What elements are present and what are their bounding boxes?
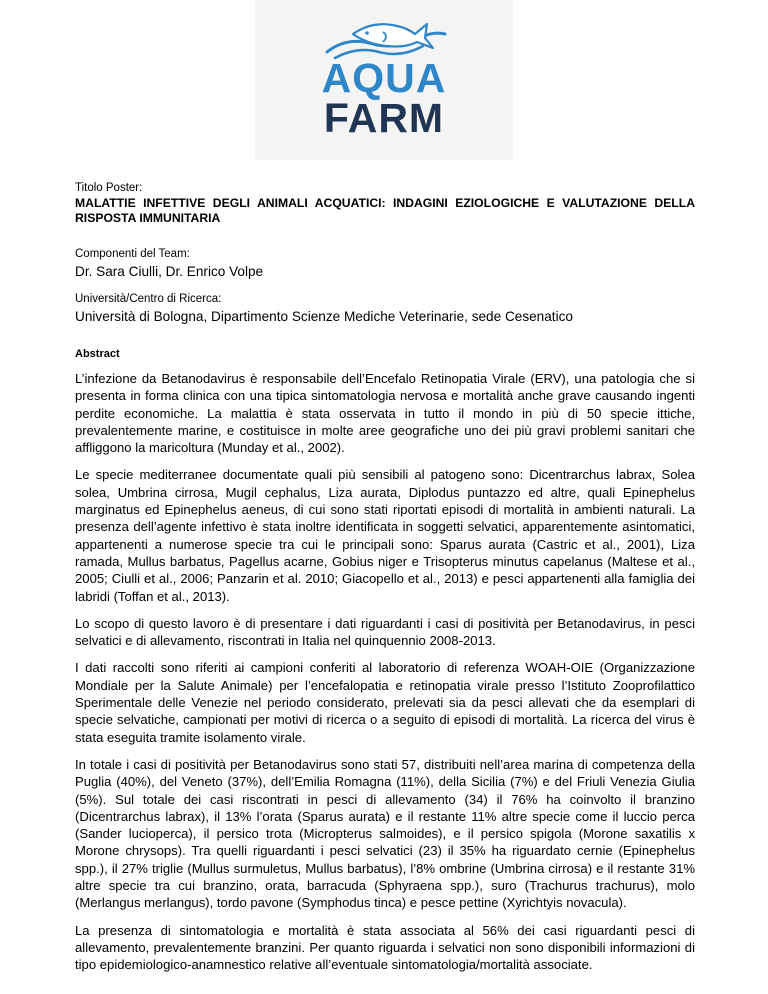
poster-abstract-document (75, 181, 695, 984)
abstract-heading: Abstract (75, 348, 120, 360)
fish-logo-icon (255, 0, 513, 160)
poster-title: MALATTIE INFETTIVE DEGLI ANIMALI ACQUATICI: INDAGINI EZIOLOGICHE E VALUTAZIONE DELLA RISPOSTA IMMUNITARIA (75, 196, 695, 225)
poster-title-label: Titolo Poster: (75, 182, 143, 194)
university-label: Università/Centro di Ricerca: (75, 293, 222, 305)
abstract-paragraph-1: L’infezione da Betanodavirus è responsabile dell’Encefalo Retinopatia Virale (ERV), una patologia che si presenta in forma clinica con una tipica sintomatologia nervosa e mortalità anche grave causando ingenti perdite economiche. La malattia è stata osservata in tutto il mondo in più di 50 specie ittiche, prevalentemente marine, e costituisce in molte aree geografiche uno dei più gravi problemi sanitari che affliggono la maricoltura (Munday et al., 2002). (75, 371, 695, 456)
aquafarm-logo (255, 0, 513, 160)
abstract-paragraph-3: Lo scopo di questo lavoro è di presentare i dati riguardanti i casi di positività per Betanodavirus, in pesci selvatici e di allevamento, riscontrati in Italia nel quinquennio 2008-2013. (75, 615, 695, 649)
abstract-paragraph-6: La presenza di sintomatologia e mortalità è stata associata al 56% dei casi riguardanti pesci di allevamento, prevalentemente branzini. Per quanto riguarda i selvatici non sono disponibili informazioni di tipo epidemiologico-anamnestico relative all’eventuale sintomatologia/mortalità associate. (75, 922, 695, 973)
team-label: Componenti del Team: (75, 248, 190, 260)
abstract-paragraph-4: I dati raccolti sono riferiti ai campioni conferiti al laboratorio di referenza WOAH-OIE (Organizzazione Mondiale per la Salute Animale) per l’encefalopatia e retinopatia virale presso l’Istituto Zooprofilattico Sperimentale delle Venezie nel periodo considerato, prelevati sia da pesci allevati che da esemplari di specie selvatiche, campionati per motivi di ricerca o a seguito di episodi di mortalità. La ricerca del virus è stata eseguita tramite isolamento virale. (75, 660, 695, 745)
abstract-paragraph-2: Le specie mediterranee documentate quali più sensibili al patogeno sono: Dicentrarchus labrax, Solea solea, Umbrina cirrosa, Mugil cephalus, Liza aurata, Diplodus puntazzo ed altre, quali Epinephelus marginatus ed Epinephelus aeneus, di cui sono stati riportati episodi di mortalità in ambienti naturali. La presenza dell’agente infettivo è stata inoltre identificata in soggetti selvatici, apparentemente asintomatici, appartenenti a numerose specie tra cui le principali sono: Sparus aurata (Castric et al., 2001), Liza ramada, Mullus barbatus, Pagellus acarne, Gobius niger e Trisopterus minutus capelanus (Maltese et al., 2005; Ciulli et al., 2006; Panzarin et al. 2010; Giacopello et al., 2013) e pesci appartenenti alla famiglia dei labridi (Toffan et al., 2013). (75, 467, 695, 604)
logo-text-farm: FARM (323, 95, 445, 141)
team-members: Dr. Sara Ciulli, Dr. Enrico Volpe (75, 264, 264, 279)
abstract-paragraph-5: In totale i casi di positività per Betanodavirus sono stati 57, distribuiti nell’area marina di competenza della Puglia (40%), del Veneto (37%), dell’Emilia Romagna (11%), della Sicilia (7%) e del Friuli Venezia Giulia (5%). Sul totale dei casi riscontrati in pesci di allevamento (34) il 76% ha coinvolto il branzino (Dicentrarchus labrax), il 13% l’orata (Sparus aurata) e il restante 11% altre specie come il luccio perca (Sander lucioperca), il persico trota (Micropterus salmoides), e il persico spigola (Morone saxatilis x Morone chrysops). Tra quelli riguardanti i pesci selvatici (23) il 35% ha riguardato cernie (Epinephelus spp.), il 27% triglie (Mullus surmuletus, Mullus barbatus), l’8% ombrine (Umbrina cirrosa) e il restante 31% altre specie tra cui branzino, orata, barracuda (Sphyraena spp.), suro (Trachurus trachurus), molo (Merlangus merlangus), tordo pavone (Symphodus tinca) e pesce pettine (Xyrichtyis novacula). (75, 756, 695, 911)
logo-text-aqua: AQUA (321, 55, 447, 101)
university-name: Università di Bologna, Dipartimento Scienze Mediche Veterinarie, sede Cesenatico (75, 309, 573, 324)
